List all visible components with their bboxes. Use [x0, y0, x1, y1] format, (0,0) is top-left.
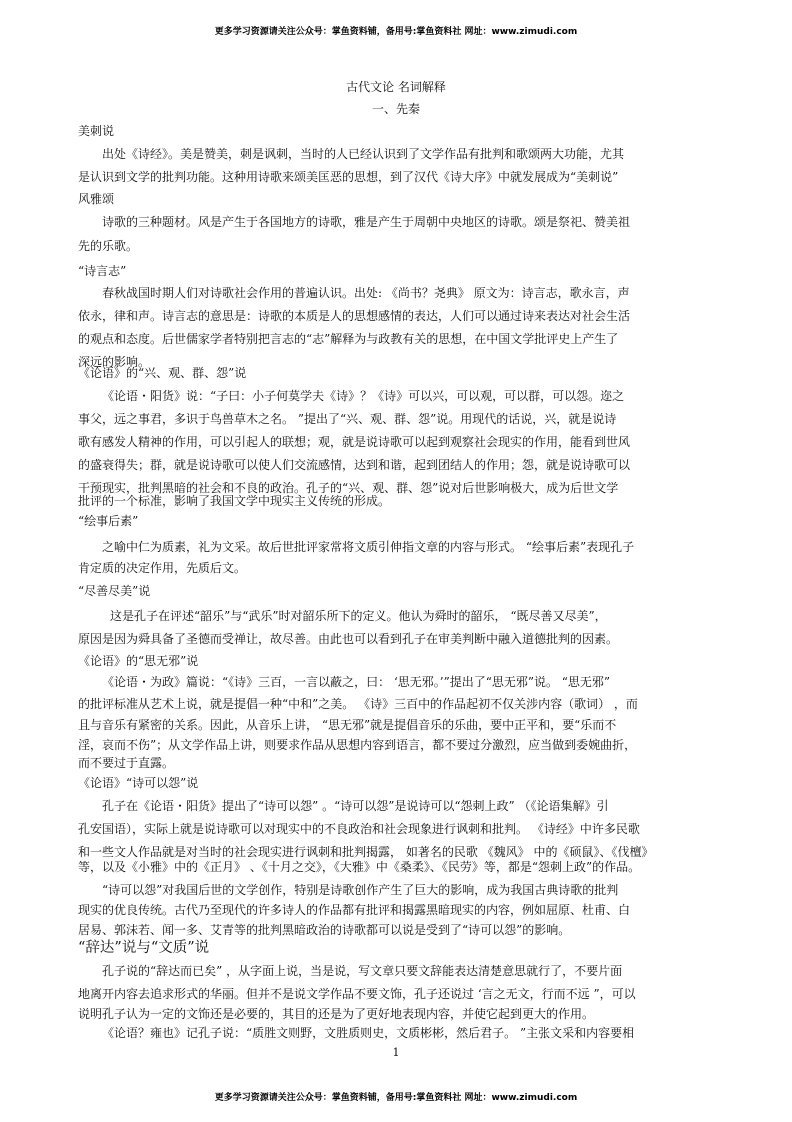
term-heading: 美刺说 — [78, 124, 115, 138]
body-line: 居易、郭沫若、闻一多、艾青等的批判黑暗政治的诗歌都可以说是受到了“诗可以怨”的影响。 — [78, 923, 571, 937]
body-line: 孔安国语），实际上就是说诗歌可以对现实中的不良政治和社会现象进行讽刺和批判。 《诗经》中许多民歌 — [78, 822, 640, 836]
body-line: 春秋战国时期人们对诗歌社会作用的普遍认识。出处: 《尚书？尧典》 原文为：诗言志，歌永言，声 — [102, 286, 630, 300]
body-line: “诗可以怨”对我国后世的文学创作，特别是诗歌创作产生了巨大的影响，成为我国古典诗歌的批判 — [102, 883, 619, 897]
body-line: 现实的优良传统。古代乃至现代的许多诗人的作品都有批评和揭露黑暗现实的内容，例如屈原、杜甫、白 — [78, 903, 631, 917]
body-line: 原因是因为舜具备了圣德而受禅让，故尽善。由此也可以看到孔子在审美判断中融入道德批判的因素。 — [78, 632, 619, 646]
term-heading: 《论语》“诗可以怨”说 — [78, 776, 199, 790]
term-heading: “诗言志” — [78, 264, 127, 278]
body-line: 和一些文人作品就是对当时的社会现实进行讽刺和批判揭露， 如著名的民歌 《魏风》 中的《硕鼠》、《伐檀》 — [78, 845, 654, 859]
body-line: 依永，律和声。诗言志的意思是：诗歌的本质是人的思想感情的表达，人们可以通过诗来表达对社会生活 — [78, 309, 631, 323]
body-line: 且与音乐有紧密的关系。因此，从音乐上讲， “思无邪”就是提倡音乐的乐曲，要中正平和，要“乐而不 — [78, 718, 617, 732]
document-title: 古代文论 名词解释 — [346, 80, 446, 94]
term-heading: 《论语》的“兴、观、群、怨”说 — [78, 366, 247, 380]
body-line: 肯定质的决定作用，先质后文。 — [78, 561, 247, 575]
body-line: 而不要过于直露。 — [78, 756, 175, 770]
body-line: 干预现实，批判黑暗的社会和不良的政治。孔子的“兴、观、群、怨”说对后世影响极大，成为后世文学 — [78, 481, 619, 495]
body-line: 深远的影响。 — [78, 355, 151, 369]
body-line: 的盛衰得失；群，就是说诗歌可以使人们交流感情，达到和谐，起到团结人的作用；怨，就是说诗歌可以 — [78, 458, 631, 472]
body-line: 《论语・阳货》说：“子曰：小子何莫学夫《诗》？《诗》可以兴，可以观，可以群，可以怨。迩之 — [102, 389, 625, 403]
body-line: 《论语・为政》篇说：“《诗》三百，一言以蔽之，曰： ‘思无邪。’”提出了“思无邪”说。 “思无邪” — [102, 675, 611, 689]
body-line: 孔子在《论语・阳货》提出了“诗可以怨” 。“诗可以怨”是说诗可以“怨刺上政” （《论语集解》引 — [102, 799, 609, 813]
body-line: 这是孔子在评述“韶乐”与“武乐”时对韶乐所下的定义。他认为舜时的韶乐， “既尽善又尽美”， — [110, 609, 607, 623]
body-line: 《论语？雍也》记孔子说：“质胜文则野，文胜质则史，文质彬彬，然后君子。 ”主张文采和内容要相 — [102, 1026, 635, 1040]
body-line: 是认识到文学的批判功能。这种用诗歌来颂美匡恶的思想，到了汉代《诗大序》中就发展成为“美刺说” — [78, 170, 619, 184]
body-line: 诗歌的三种题材。风是产生于各国地方的诗歌，雅是产生于周朝中央地区的诗歌。颂是祭祀、赞美祖 — [102, 215, 631, 229]
term-heading: 《论语》的“思无邪”说 — [78, 654, 199, 668]
body-line: 地离开内容去追求形式的华丽。但并不是说文学作品不要文饰，孔子还说过 ‘言之无文，行而不远 ”，可以 — [78, 987, 636, 1001]
page-footer: 更多学习资源请关注公众号：掌鱼资料铺，备用号:掌鱼资料社 网址：www.zimudi.com — [214, 1093, 578, 1103]
body-line: 的批评标准从艺术上说，就是提倡一种“中和”之美。 《诗》三百中的作品起初不仅关涉内容（歌词） ，而 — [78, 697, 638, 711]
body-line: 事父，远之事君，多识于鸟兽草木之名。 ”提出了“兴、观、群、怨”说。用现代的话说，兴，就是说诗 — [78, 412, 617, 426]
body-line: 说明孔子认为一定的文饰还是必要的，其目的还是为了更好地表现内容，并使它起到更大的作用。 — [78, 1007, 595, 1021]
term-heading: “尽善尽美”说 — [78, 584, 151, 598]
section-heading: 一、先秦 — [371, 102, 420, 116]
body-line: 淫，哀而不伤”；从文学作品上讲，则要求作品从思想内容到语言，都不要过分激烈，应当做到委婉曲折， — [78, 738, 637, 752]
body-line: 的观点和态度。后世儒家学者特别把言志的“志”解释为与政教有关的思想，在中国文学批评史上产生了 — [78, 332, 619, 346]
body-line: 批评的一个标准，影响了我国文学中现实主义传统的形成。 — [78, 494, 391, 508]
body-line: 之喻中仁为质素，礼为文采。故后世批评家常将文质引伸指文章的内容与形式。 “绘事后素”表现孔子 — [102, 540, 635, 554]
page-number: 1 — [392, 1046, 400, 1059]
body-line: 歌有感发人精神的作用，可以引起人的联想；观，就是说诗歌可以起到观察社会现实的作用，能看到世风 — [78, 435, 631, 449]
term-heading: “绘事后素” — [78, 514, 139, 528]
body-line: 先的乐歌。 — [78, 239, 139, 253]
body-line: 孔子说的“辞达而已矣” ，从字面上说，当是说，写文章只要文辞能表达清楚意思就行了，不要片面 — [102, 964, 623, 978]
body-line: 出处《诗经》。美是赞美，刺是讽刺，当时的人已经认识到了文学作品有批判和歌颂两大功能，尤其 — [102, 147, 625, 161]
body-line: 等，以及《小雅》中的《正月》 、《十月之交》，《大雅》中《桑柔》、《民劳》等，都是“怨刺上政”的作品。 — [78, 860, 641, 874]
term-heading: 风雅颂 — [78, 192, 115, 206]
term-heading: “辞达”说与“文质”说 — [78, 940, 210, 956]
page-header: 更多学习资源请关注公众号：掌鱼资料铺，备用号:掌鱼资料社 网址：www.zimudi.com — [214, 27, 578, 37]
